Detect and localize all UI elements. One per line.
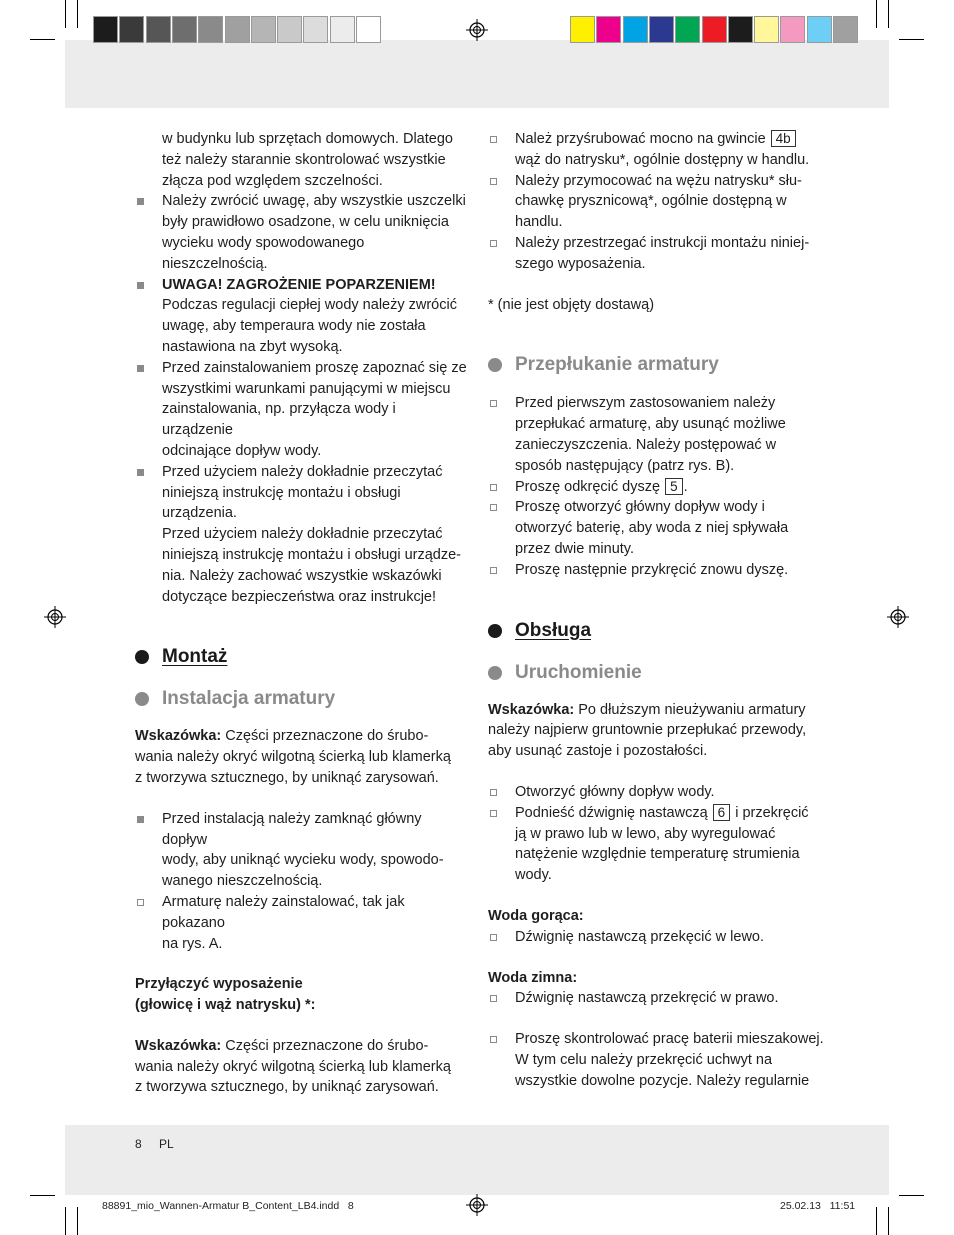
- note-paragraph: [135, 726, 470, 788]
- text-line: Przed pierwszym zastosowaniem należy: [515, 395, 776, 412]
- list-item: Należ przyśrubować mocno na gwincie 4b wąż do natrysku*, ogólnie dostępny w handlu.: [488, 129, 828, 171]
- list-item: [135, 191, 470, 274]
- text-line: niniejszą instrukcję montażu i obsługi urządze-: [162, 546, 462, 563]
- bullet-dot-icon: [135, 650, 149, 664]
- list-item: [488, 927, 828, 948]
- color-swatch: [570, 16, 595, 43]
- footer-band: [65, 1125, 889, 1195]
- text-line: Proszę otworzyć główny dopływ wody i: [515, 499, 765, 516]
- text-line: Proszę skontrolować pracę baterii mieszakowej.: [515, 1031, 824, 1048]
- color-swatch: [251, 16, 276, 43]
- square-bullet-icon: [137, 365, 144, 372]
- text-line: wszystkie dowolne pozycje. Należy regularnie: [515, 1072, 810, 1089]
- open-square-bullet-icon: [137, 899, 144, 906]
- text-line: złącza pod względem szczelności.: [162, 172, 383, 189]
- text-line: handlu.: [515, 214, 563, 231]
- text-line: Proszę następnie przykręcić znowu dyszę.: [515, 561, 789, 578]
- color-swatch: [780, 16, 805, 43]
- text-line: Dźwignię nastawczą przekręcić w prawo.: [515, 990, 779, 1007]
- color-swatch: [754, 16, 779, 43]
- open-square-bullet-icon: [490, 810, 497, 817]
- list-item: [488, 393, 828, 476]
- crop-mark: [876, 1207, 877, 1235]
- crop-mark: [899, 39, 924, 40]
- text-line: Armaturę należy zainstalować, tak jak pokazano: [162, 893, 405, 931]
- color-swatch: [596, 16, 621, 43]
- section-heading-obsluga: Obsługa: [488, 619, 828, 643]
- text-line: Dźwignię nastawczą przekęcić w lewo.: [515, 928, 765, 945]
- crop-mark: [876, 0, 877, 28]
- text-line: Części przeznaczone do śrubo-: [221, 728, 429, 745]
- text-line: Po dłuższym nieużywaniu armatury: [574, 701, 806, 718]
- text-line: były prawidłowo osadzone, w celu uniknięcia: [162, 214, 449, 231]
- color-swatch: [623, 16, 648, 43]
- text-line: Przed zainstalowaniem proszę zapoznać się ze: [162, 359, 467, 376]
- color-swatch: [172, 16, 197, 43]
- section-heading-montaz: Montaż: [135, 645, 470, 669]
- crop-mark: [77, 1207, 78, 1235]
- figure-ref-badge: 4b: [771, 130, 796, 147]
- text-line: wody, aby uniknąć wycieku wody, spowodo-: [162, 852, 444, 869]
- warning-text: UWAGA! ZAGROŻENIE POPARZENIEM!: [162, 276, 436, 293]
- open-square-bullet-icon: [490, 934, 497, 941]
- text-line: ją w prawo lub w lewo, aby wyregulować: [515, 825, 776, 842]
- text-line: natężenie względnie temperaturę strumienia: [515, 846, 800, 863]
- text-line: Należy zwrócić uwagę, aby wszystkie uszczelki: [162, 193, 466, 210]
- color-swatch: [93, 16, 118, 43]
- text-line: Należy przymocować na wężu natrysku* słu-: [515, 172, 802, 189]
- text-line: przez dwie minuty.: [515, 540, 634, 557]
- list-item: [488, 782, 828, 803]
- list-item: [135, 892, 470, 954]
- language-code: PL: [159, 1137, 174, 1151]
- crop-mark: [30, 39, 55, 40]
- text-line: należy najpierw gruntownie przepłukać przewody,: [488, 722, 807, 739]
- crop-mark: [899, 1195, 924, 1196]
- slug-date: 25.02.13 11:51: [780, 1200, 856, 1212]
- color-swatch: [198, 16, 223, 43]
- note-paragraph: [488, 700, 828, 762]
- note-paragraph: [135, 1036, 470, 1098]
- slug-filename: 88891_mio_Wannen-Armatur B_Content_LB4.indd 8: [102, 1200, 354, 1212]
- color-swatch: [303, 16, 328, 43]
- text-line: wąż do natrysku*, ogólnie dostępny w handlu.: [515, 151, 810, 168]
- list-item: [135, 809, 470, 892]
- crop-mark: [888, 1207, 889, 1235]
- color-swatch: [702, 16, 727, 43]
- text-line: odcinające dopływ wody.: [162, 442, 322, 459]
- color-swatch: [330, 16, 355, 43]
- open-square-bullet-icon: [490, 400, 497, 407]
- open-square-bullet-icon: [490, 1036, 497, 1043]
- list-item: [488, 233, 828, 275]
- text-line: Należy przestrzegać instrukcji montażu niniej-: [515, 234, 810, 251]
- hot-water-label: Woda gorąca:: [488, 907, 584, 924]
- color-swatch: [277, 16, 302, 43]
- open-square-bullet-icon: [490, 789, 497, 796]
- subsection-heading-uruchomienie: Uruchomienie: [488, 661, 828, 685]
- square-bullet-icon: [137, 282, 144, 289]
- color-swatch: [728, 16, 753, 43]
- bullet-dot-icon: [488, 624, 502, 638]
- header-band: [65, 40, 889, 108]
- text-line: w budynku lub sprzętach domowych. Dlatego: [162, 131, 453, 147]
- list-item: Proszę odkręcić dyszę 5 .: [488, 477, 828, 498]
- text-line: wania należy okryć wilgotną ścierką lub klamerką: [135, 749, 451, 766]
- square-bullet-icon: [137, 198, 144, 205]
- color-swatch: [649, 16, 674, 43]
- text-line: aby usunąć zastoje i pozostałości.: [488, 743, 708, 760]
- list-item: Podnieść dźwignię nastawczą 6 i przekręcić ją w prawo lub w lewo, aby wyregulować natężenie względnie temperaturę strumienia wody.: [488, 803, 828, 886]
- crop-mark: [65, 1207, 66, 1235]
- figure-ref-badge: 6: [713, 804, 731, 821]
- text-line: otworzyć baterię, aby woda z niej spływała: [515, 520, 789, 537]
- section-heading-przeplukanie: Przepłukanie armatury: [488, 353, 828, 377]
- text-line: dotyczące bezpieczeństwa oraz instrukcje!: [162, 588, 437, 605]
- open-square-bullet-icon: [490, 240, 497, 247]
- bullet-dot-icon: [488, 666, 502, 680]
- text-line: Przed użyciem należy dokładnie przeczytać: [162, 526, 443, 543]
- text-line: też należy starannie skontrolować wszystkie: [162, 151, 446, 168]
- footnote: * (nie jest objęty dostawą): [488, 296, 655, 313]
- open-square-bullet-icon: [490, 995, 497, 1002]
- list-item: [135, 358, 470, 462]
- crop-mark: [65, 0, 66, 28]
- text-line: uwagę, aby temperaura wody nie została: [162, 318, 426, 335]
- attach-heading: Przyłączyć wyposażenie (głowicę i wąż natrysku) *:: [135, 976, 316, 1014]
- text-line: Części przeznaczone do śrubo-: [221, 1037, 429, 1054]
- text-line: nastawiona na zbyt wysoką.: [162, 338, 343, 355]
- text-line: niniejszą instrukcję montażu i obsługi urządzenia.: [162, 484, 401, 522]
- text-line: z tworzywa sztucznego, by uniknąć zarysowań.: [135, 1079, 439, 1096]
- text-line: sposób następujący (patrz rys. B).: [515, 457, 735, 474]
- list-item: [488, 1029, 828, 1091]
- crop-mark: [77, 0, 78, 28]
- open-square-bullet-icon: [490, 178, 497, 185]
- text-line: wody.: [515, 867, 552, 884]
- registration-mark-icon: [887, 606, 909, 628]
- figure-ref-badge: 5: [665, 478, 683, 495]
- text-line: na rys. A.: [162, 935, 223, 952]
- text-line: zanieczyszczenia. Należy postępować w: [515, 436, 777, 453]
- crop-mark: [30, 1195, 55, 1196]
- registration-mark-icon: [466, 1194, 488, 1216]
- open-square-bullet-icon: [490, 484, 497, 491]
- note-label: Wskazówka:: [135, 728, 222, 745]
- text-line: Przed użyciem należy dokładnie przeczytać: [162, 463, 443, 480]
- bullet-dot-icon: [135, 692, 149, 706]
- square-bullet-icon: [137, 469, 144, 476]
- text-line: wanego nieszczelnością.: [162, 873, 323, 890]
- registration-mark-icon: [466, 19, 488, 41]
- list-item-continuation: [135, 129, 470, 191]
- registration-mark-icon: [44, 606, 66, 628]
- text-line: chawkę prysznicową*, ogólnie dostępną w: [515, 193, 787, 210]
- right-column: [488, 129, 828, 1092]
- open-square-bullet-icon: [490, 136, 497, 143]
- list-item: [488, 171, 828, 233]
- text-line: nia. Należy zachować wszystkie wskazówki: [162, 567, 442, 584]
- note-label: Wskazówka:: [488, 701, 575, 718]
- text-line: szego wyposażenia.: [515, 255, 646, 272]
- bullet-dot-icon: [488, 358, 502, 372]
- subsection-heading-instalacja: Instalacja armatury: [135, 687, 470, 711]
- text-line: zainstalowania, np. przyłącza wody i urządzenie: [162, 401, 396, 439]
- open-square-bullet-icon: [490, 504, 497, 511]
- text-line: z tworzywa sztucznego, by uniknąć zarysowań.: [135, 769, 439, 786]
- note-label: Wskazówka:: [135, 1037, 222, 1054]
- text-line: Przed instalacją należy zamknąć główny dopływ: [162, 810, 422, 848]
- text-line: Podczas regulacji ciepłej wody należy zwrócić: [162, 297, 457, 314]
- color-swatch: [356, 16, 381, 43]
- list-item: [488, 497, 828, 559]
- color-swatch: [833, 16, 858, 43]
- text-line: Otworzyć główny dopływ wody.: [515, 783, 715, 800]
- list-item: [488, 988, 828, 1009]
- text-line: wania należy okryć wilgotną ścierką lub klamerką: [135, 1058, 451, 1075]
- text-line: przepłukać armaturę, aby usunąć możliwe: [515, 416, 786, 433]
- square-bullet-icon: [137, 816, 144, 823]
- list-item: [488, 560, 828, 581]
- left-column: [135, 129, 470, 1098]
- color-swatch: [119, 16, 144, 43]
- color-swatch: [807, 16, 832, 43]
- color-swatch: [146, 16, 171, 43]
- text-line: W tym celu należy przekręcić uchwyt na: [515, 1051, 773, 1068]
- cold-water-label: Woda zimna:: [488, 969, 578, 986]
- page-number: 8: [135, 1137, 142, 1151]
- open-square-bullet-icon: [490, 567, 497, 574]
- color-swatch: [675, 16, 700, 43]
- list-item: [135, 462, 470, 608]
- color-swatch: [225, 16, 250, 43]
- text-line: wszystkimi warunkami panującymi w miejscu: [162, 380, 451, 397]
- crop-mark: [888, 0, 889, 28]
- list-item-warning: [135, 275, 470, 358]
- text-line: wycieku wody spowodowanego nieszczelnością.: [162, 234, 365, 272]
